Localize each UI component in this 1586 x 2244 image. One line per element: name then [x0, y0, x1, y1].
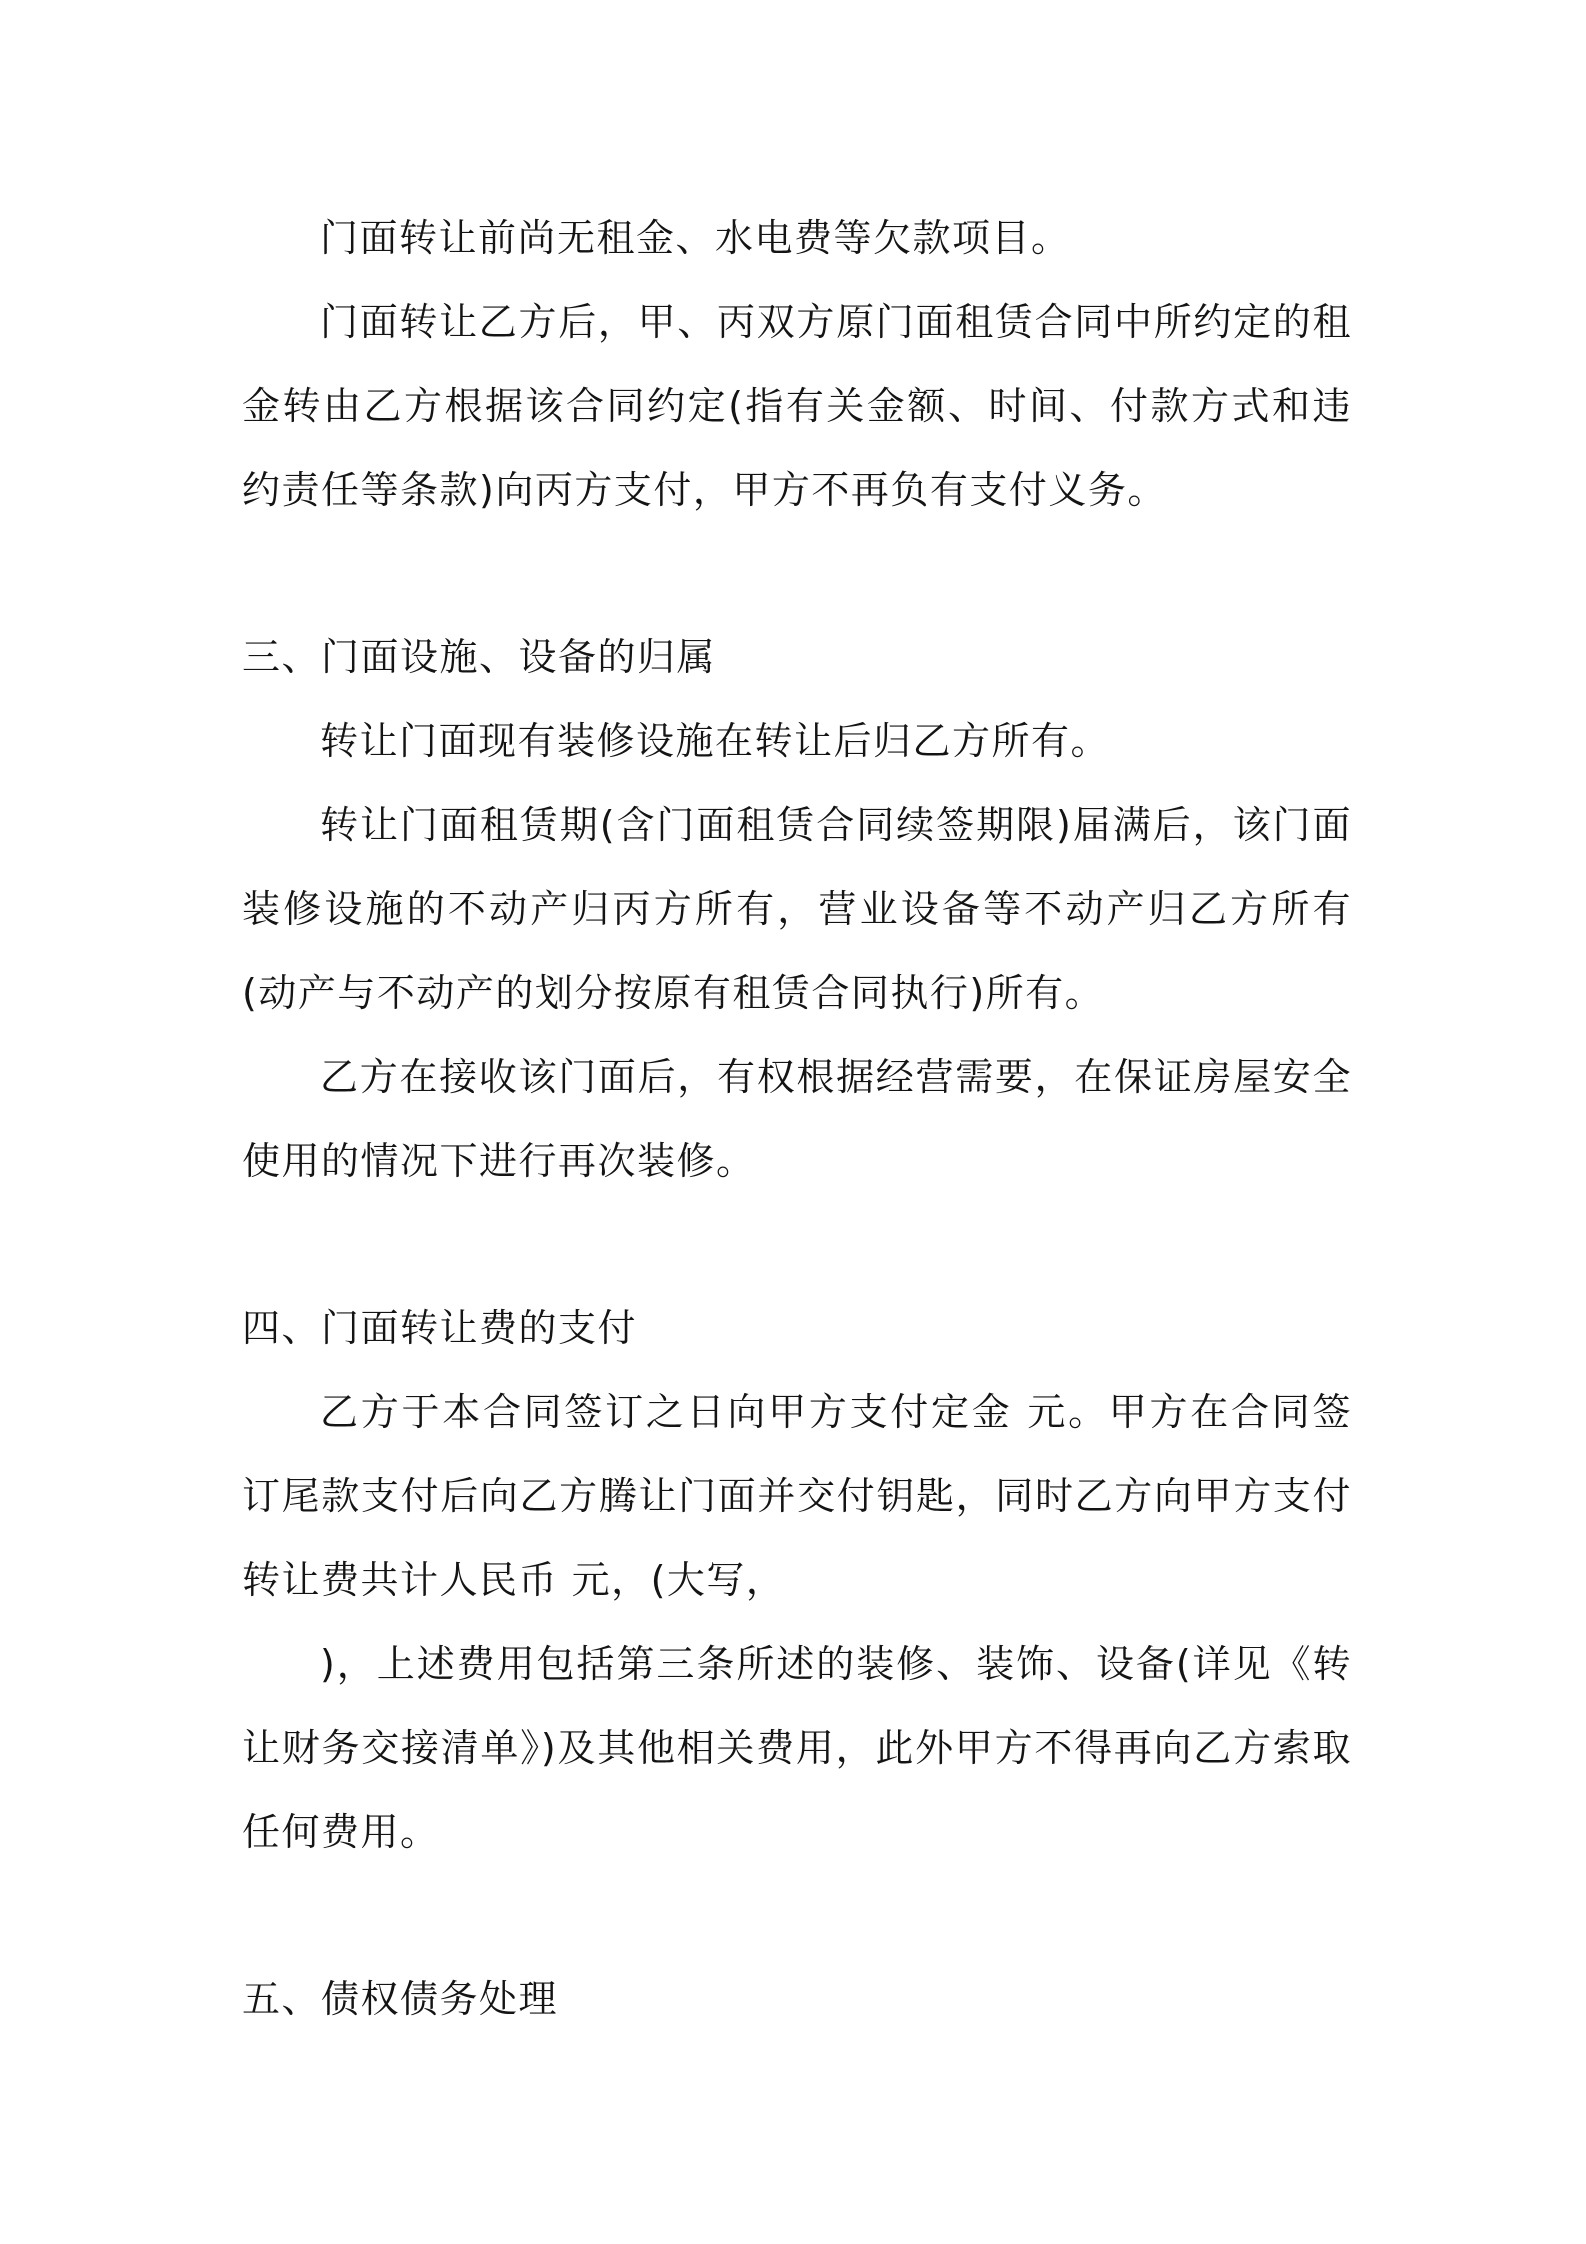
section-gap [242, 532, 1352, 615]
paragraph: 门面转让乙方后，甲、丙双方原门面租赁合同中所约定的租金转由乙方根据该合同约定(指有关金额、时间、付款方式和违约责任等条款)向丙方支付，甲方不再负有支付义务。 [242, 300, 1352, 512]
paragraph: 乙方在接收该门面后，有权根据经营需要，在保证房屋安全使用的情况下进行再次装修。 [242, 1055, 1352, 1183]
paragraph: 转让门面现有装修设施在转让后归乙方所有。 [320, 719, 1111, 763]
section-heading-5: 五、债权债务处理 [242, 1977, 559, 2021]
section-heading-4: 四、门面转让费的支付 [242, 1306, 638, 1350]
paragraph: 乙方于本合同签订之日向甲方支付定金 元。甲方在合同签订尾款支付后向乙方腾让门面并交付钥匙，同时乙方向甲方支付转让费共计人民币 元，(大写， [242, 1390, 1352, 1602]
section-gap [242, 1874, 1352, 1957]
paragraph: )，上述费用包括第三条所述的装修、装饰、设备(详见《转让财务交接清单》)及其他相关费用，此外甲方不得再向乙方索取任何费用。 [242, 1642, 1352, 1854]
paragraph: 门面转让前尚无租金、水电费等欠款项目。 [320, 216, 1071, 260]
paragraph: 转让门面租赁期(含门面租赁合同续签期限)届满后，该门面装修设施的不动产归丙方所有，营业设备等不动产归乙方所有(动产与不动产的划分按原有租赁合同执行)所有。 [242, 803, 1352, 1015]
section-gap [242, 1203, 1352, 1286]
document-body [242, 196, 1352, 2041]
section-heading-3: 三、门面设施、设备的归属 [242, 635, 717, 679]
